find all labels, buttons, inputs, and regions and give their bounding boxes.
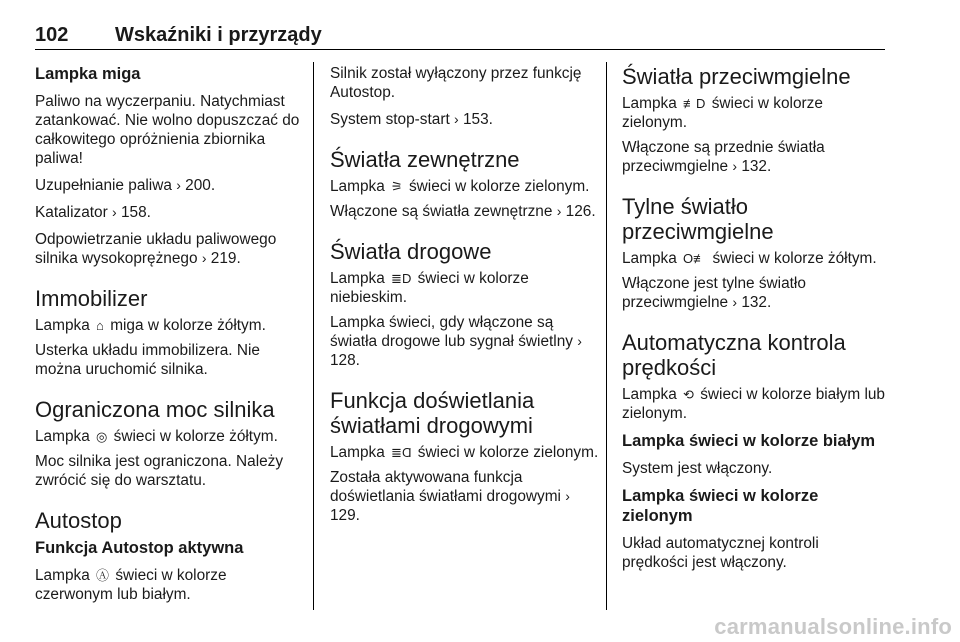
- text: świeci w kolorze zielonym.: [408, 178, 590, 195]
- text: Lampka świeci, gdy włączone są światła drogowe lub sygnał świetlny: [330, 314, 573, 350]
- column-2: [330, 64, 602, 533]
- page-ref: 219.: [210, 250, 241, 267]
- paragraph-paliwo: Paliwo na wyczerpaniu. Natychmiast zatankować. Nie wolno dopuszczać do całkowitego opróżnienia zbiornika paliwa!: [35, 93, 300, 167]
- text: miga w kolorze żółtym.: [110, 317, 266, 334]
- paragraph-ograniczona-lamp: [35, 427, 303, 446]
- heading-lampka-miga: Lampka miga: [35, 65, 141, 83]
- text: Lampka: [35, 317, 90, 334]
- text: Lampka: [35, 428, 90, 445]
- watermark-text: carmanualsonline.info: [714, 614, 952, 639]
- high-beam-icon: ≣D: [391, 271, 412, 286]
- paragraph-drogowe-lamp: [330, 269, 602, 307]
- paragraph-uklad-wlaczony: Układ automatycznej kontroli prędkości jest włączony.: [622, 535, 819, 571]
- paragraph-autostop-lamp: [35, 566, 303, 604]
- column-3: [622, 64, 888, 580]
- heading-swiatla-zewnetrzne: Światła zewnętrzne: [330, 147, 520, 172]
- column-divider-1: [313, 62, 314, 610]
- exterior-lights-icon: ⚞: [391, 179, 403, 194]
- page-header: [35, 20, 885, 50]
- paragraph-doswietlanie-aktywowana: [330, 468, 602, 525]
- text: świeci w kolorze żółtym.: [712, 250, 877, 267]
- auto-high-beam-icon: ≣Ɑ: [391, 445, 412, 460]
- autostop-icon: Ⓐ: [96, 568, 110, 583]
- text: Uzupełnianie paliwa: [35, 177, 172, 194]
- text: Lampka: [35, 567, 90, 584]
- heading-swieci-zielonym: Lampka świeci w kolorze zielonym: [622, 487, 819, 525]
- text: Włączone są światła zewnętrzne: [330, 203, 553, 220]
- page-ref-arrow-icon: ›: [732, 158, 738, 174]
- paragraph-silnik-wylaczony: Silnik został wyłączony przez funkcję Autostop.: [330, 65, 582, 101]
- front-fog-light-icon: ≢D: [683, 96, 706, 111]
- page-ref: 126.: [565, 203, 596, 220]
- text: Lampka: [622, 250, 677, 267]
- paragraph-system-wlaczony: System jest włączony.: [622, 460, 773, 477]
- text: Lampka: [330, 444, 385, 461]
- text: Lampka: [330, 270, 385, 287]
- heading-ograniczona-moc: Ograniczona moc silnika: [35, 397, 275, 422]
- paragraph-system-stop-start: [330, 110, 602, 129]
- column-1: [35, 64, 303, 612]
- paragraph-tylne-wlaczone: [622, 274, 888, 312]
- paragraph-drogowe-swieci: [330, 313, 602, 370]
- page-ref: 132.: [741, 294, 772, 311]
- text: świeci w kolorze białym lub zielonym.: [622, 386, 885, 422]
- page-ref: 129.: [330, 507, 360, 524]
- page-ref-arrow-icon: ›: [732, 294, 738, 310]
- heading-funkcja-autostop: Funkcja Autostop aktywna: [35, 539, 244, 557]
- paragraph-kontrola-lamp: [622, 385, 888, 423]
- page-ref-arrow-icon: ›: [454, 111, 459, 127]
- heading-funkcja-doswietlania: Funkcja doświetlania światłami drogowymi: [330, 388, 535, 438]
- heading-automatyczna-kontrola: Automatyczna kontrola prędkości: [622, 330, 846, 380]
- paragraph-doswietlanie-lamp: [330, 443, 602, 462]
- text: świeci w kolorze niebieskim.: [330, 270, 529, 306]
- page-ref-arrow-icon: ›: [577, 333, 582, 349]
- page-ref: 200.: [185, 177, 216, 194]
- paragraph-immobilizer-lamp: [35, 316, 303, 335]
- paragraph-immobilizer-usterka: Usterka układu immobilizera. Nie można uruchomić silnika.: [35, 342, 260, 378]
- text: Lampka: [622, 95, 677, 112]
- header-rule: [35, 49, 885, 50]
- text: Lampka: [622, 386, 677, 403]
- heading-immobilizer: Immobilizer: [35, 286, 148, 311]
- speed-control-icon: ⟲: [683, 387, 694, 402]
- heading-tylne-swiatlo: Tylne światło przeciwmgielne: [622, 194, 774, 244]
- text: świeci w kolorze czerwonym lub białym.: [35, 567, 227, 603]
- chapter-title: Wskaźniki i przyrządy: [115, 24, 322, 46]
- page-ref-arrow-icon: ›: [201, 250, 207, 266]
- paragraph-katalizator: [35, 203, 303, 222]
- paragraph-uzupelnianie: [35, 176, 303, 195]
- page-ref: 153.: [462, 111, 493, 128]
- heading-swiatla-drogowe: Światła drogowe: [330, 239, 492, 264]
- page-ref: 132.: [741, 158, 772, 175]
- heading-autostop: Autostop: [35, 508, 122, 533]
- page-number: 102: [35, 24, 69, 46]
- page-ref-arrow-icon: ›: [565, 488, 570, 504]
- paragraph-odpowietrzanie: [35, 230, 303, 268]
- text: świeci w kolorze zielonym.: [417, 444, 599, 461]
- text: System stop-start: [330, 111, 450, 128]
- text: Katalizator: [35, 204, 108, 221]
- footer-watermark: [600, 612, 960, 642]
- text: świeci w kolorze zielonym.: [622, 95, 823, 131]
- text: Została aktywowana funkcja doświetlania światłami drogowymi: [330, 469, 561, 505]
- paragraph-ograniczona-moc: Moc silnika jest ograniczona. Należy zwrócić się do warsztatu.: [35, 453, 284, 489]
- text: świeci w kolorze żółtym.: [113, 428, 278, 445]
- text: Odpowietrzanie układu paliwowego silnika wysokoprężnego: [35, 231, 277, 267]
- paragraph-zewnetrzne-lamp: [330, 177, 602, 196]
- paragraph-przeciwmgielne-wlaczone: [622, 138, 888, 176]
- power-limit-icon: ◎: [96, 429, 108, 444]
- text: Lampka: [330, 178, 385, 195]
- paragraph-tylne-lamp: [622, 249, 888, 268]
- page-ref-arrow-icon: ›: [112, 204, 117, 220]
- page-ref-arrow-icon: ›: [556, 203, 562, 219]
- paragraph-zewnetrzne-wlaczone: [330, 202, 602, 221]
- heading-swieci-bialym: Lampka świeci w kolorze białym: [622, 432, 876, 450]
- text: Włączone jest tylne światło przeciwmgielne: [622, 275, 806, 311]
- page-ref: 128.: [330, 352, 360, 369]
- rear-fog-light-icon: O≢: [683, 251, 707, 266]
- page-ref-arrow-icon: ›: [176, 177, 181, 193]
- heading-swiatla-przeciwmgielne: Światła przeciwmgielne: [622, 64, 851, 89]
- page-ref: 158.: [120, 204, 151, 221]
- paragraph-przeciwmgielne-lamp: [622, 94, 888, 132]
- immobilizer-icon: ⌂: [96, 318, 104, 333]
- column-divider-2: [606, 62, 607, 610]
- text: Włączone są przednie światła przeciwmgielne: [622, 139, 825, 175]
